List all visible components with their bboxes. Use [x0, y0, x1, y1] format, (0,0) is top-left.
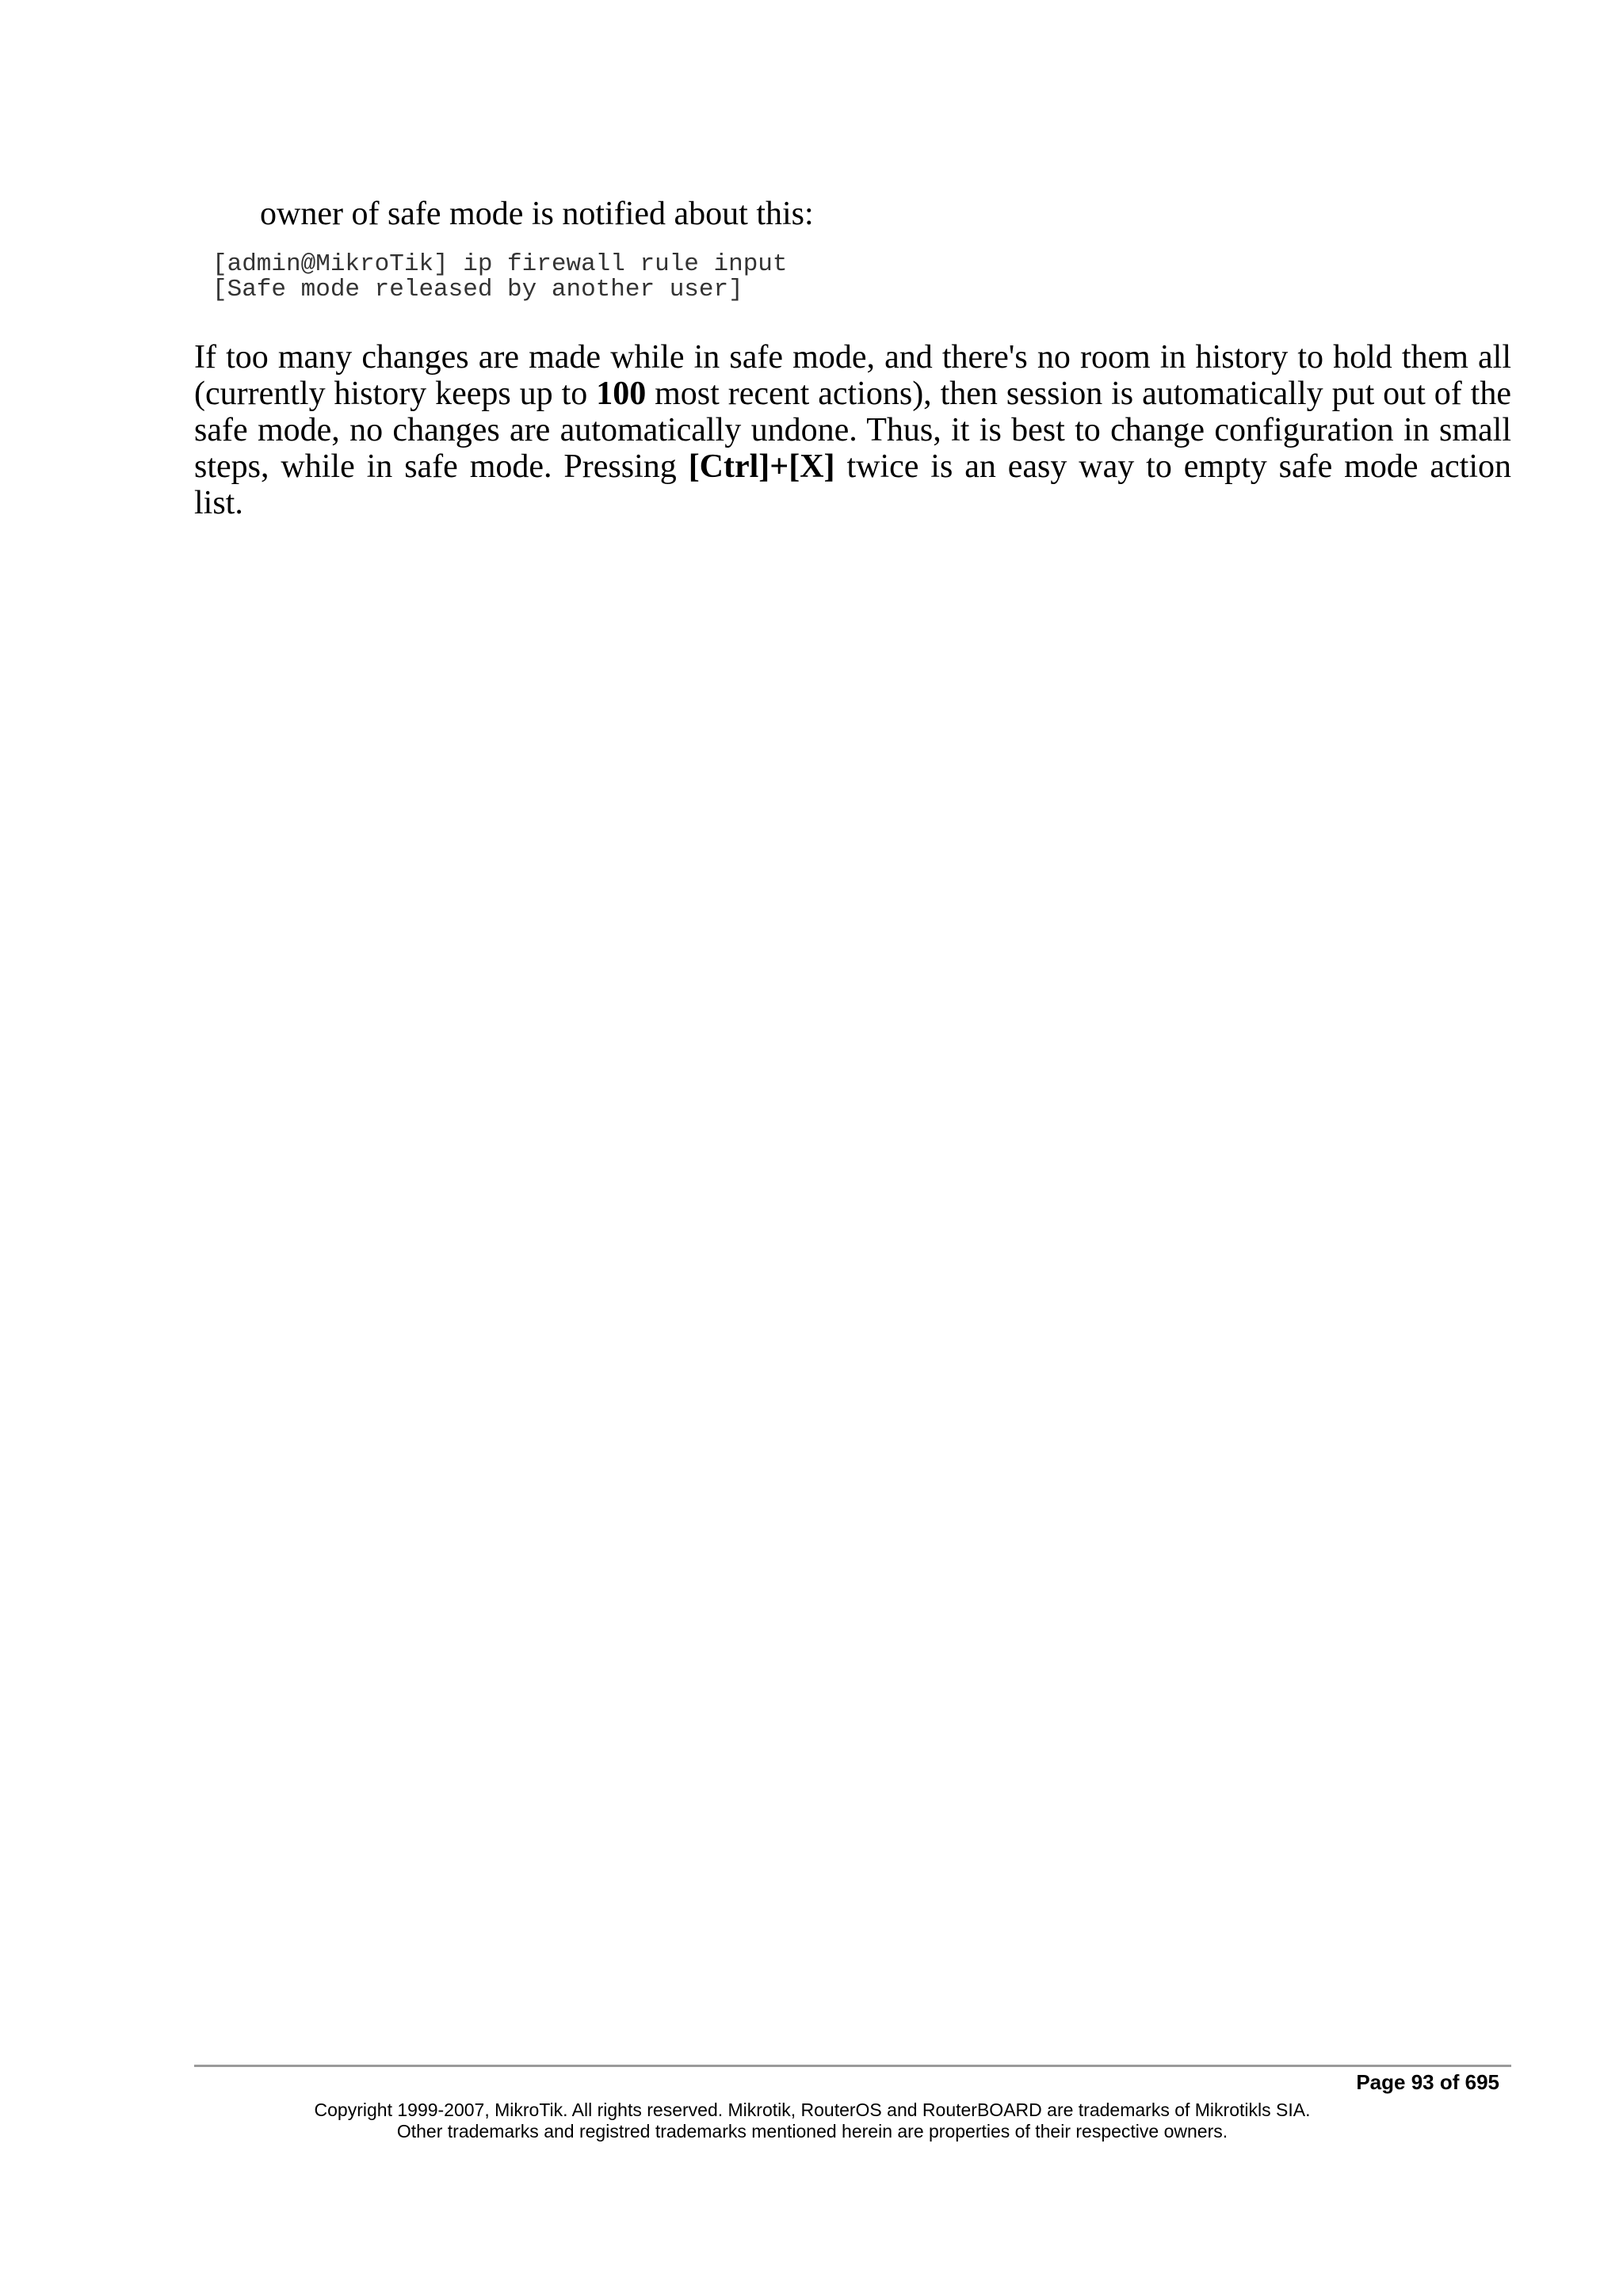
bold-value-100: 100 — [596, 376, 647, 412]
paragraph-text: twice is an easy way to empty safe mode action list. — [194, 448, 1511, 521]
intro-text: owner of safe mode is notified about this: — [260, 196, 814, 232]
paragraph-text: most recent actions), then session is automatically put out of the safe mode, no changes are automatically undone. Thus, it is best to change configuration in small steps, while in safe mode. Pressing — [194, 376, 1511, 485]
footer-divider — [194, 2065, 1511, 2067]
code-line: [Safe mode released by another user] — [212, 276, 743, 303]
code-line: [admin@MikroTik] ip firewall rule input — [212, 250, 788, 278]
page-number: Page 93 of 695 — [1356, 2070, 1499, 2094]
copyright-line: Copyright 1999-2007, MikroTik. All rights reserved. Mikrotik, RouterOS and RouterBOARD are trademarks of Mikrotikls SIA. — [314, 2100, 1311, 2120]
code-block — [212, 252, 788, 303]
trademark-line: Other trademarks and registred trademarks mentioned herein are properties of their respective owners. — [396, 2121, 1228, 2142]
bold-key-combo: [Ctrl]+[X] — [688, 448, 835, 485]
copyright-notice — [194, 2100, 1430, 2142]
body-paragraph — [194, 339, 1511, 521]
paragraph-text: If too many changes are made while in safe mode, and there's no room in history to hold them all (currently history keeps up to — [194, 339, 1511, 412]
